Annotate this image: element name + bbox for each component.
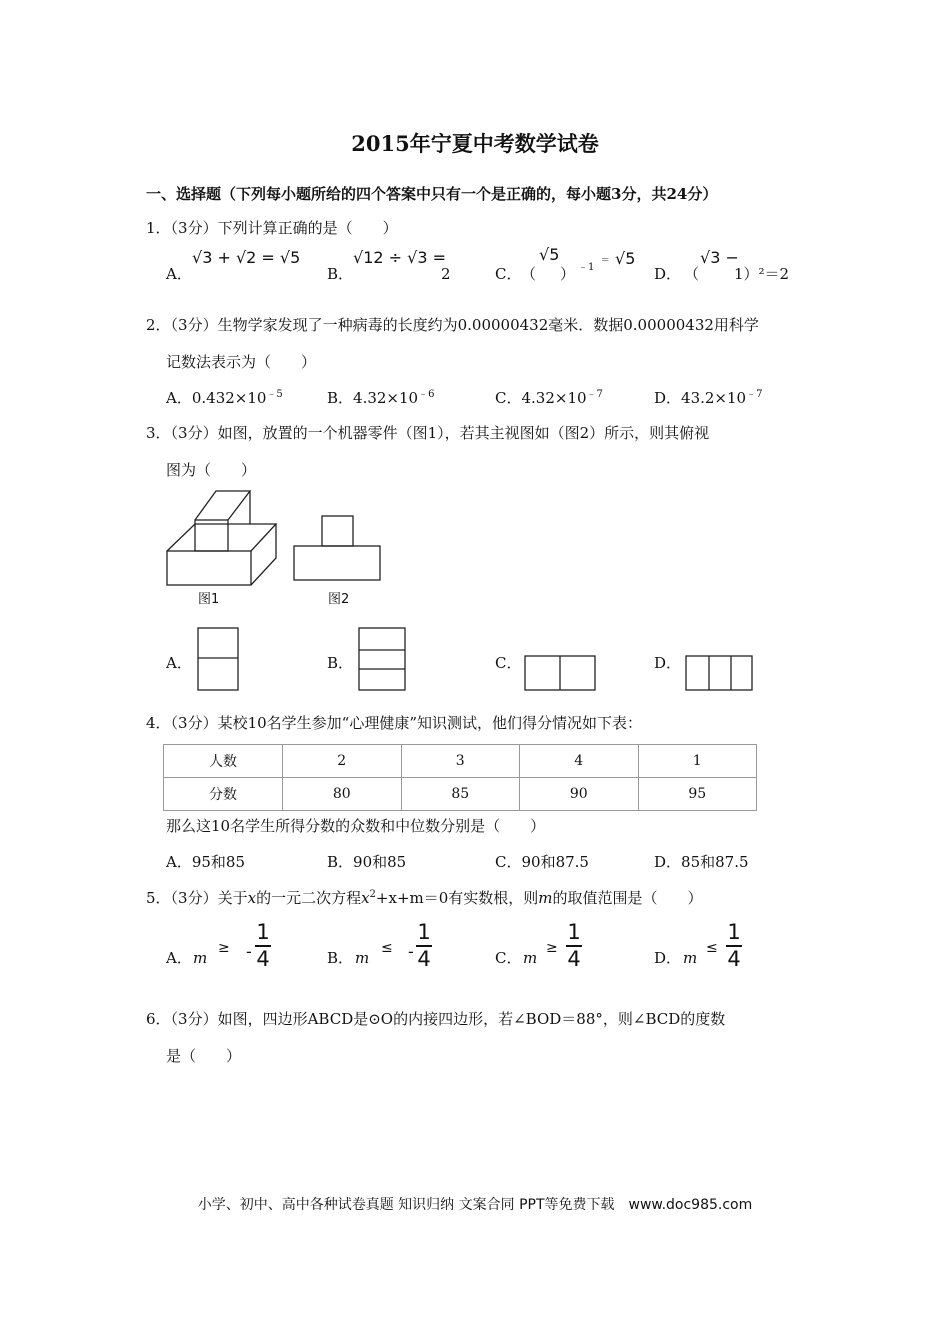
q5-option-c-var: m (523, 949, 538, 967)
q2-option-a: A．$0.432\times 10^{﹣5}$ (166, 389, 283, 407)
q5-option-a-relation: ≥ (218, 940, 230, 956)
q3-option-b-label: B． (327, 654, 354, 672)
q3-option-a-figure (196, 626, 240, 692)
q5-option-b-var: m (355, 949, 370, 967)
q1-option-a-label: A． (166, 265, 192, 283)
q1-option-d-open: （ (684, 265, 700, 283)
q3-figure2-label: 图2 (328, 592, 350, 607)
q1-option-d-tail: 1）²＝2 (734, 265, 790, 283)
table-cell: 1 (638, 745, 757, 778)
q2-option-c: C．$4.32\times 10^{﹣7}$ (495, 389, 603, 407)
table-cell: 2 (283, 745, 402, 778)
q5-option-b-relation: ≤ (381, 940, 393, 956)
q3-option-b-figure (357, 626, 407, 692)
q3-figure1 (160, 488, 285, 588)
q5-option-d-label: D． (654, 949, 682, 967)
q1-option-b-tail: 2 (441, 265, 451, 283)
q5-option-d-relation: ≤ (706, 940, 718, 956)
q1-option-b-label: B． (327, 265, 354, 283)
q2-option-b: B．$4.32\times 10^{﹣6}$ (327, 389, 435, 407)
q1-option-c-open: （ (521, 265, 537, 283)
table-row (164, 745, 757, 778)
q1-option-d-label: D． (654, 265, 682, 283)
q5-option-a-fraction: 1 4 (256, 920, 270, 971)
q6-stem-line1: 6．（3分）如图，四边形ABCD是⊙O的内接四边形，若∠BOD＝88°，则∠BCD的度数 (146, 1010, 726, 1028)
q3-option-d-figure (684, 654, 754, 692)
q6-stem-line2: 是（ ） (166, 1047, 242, 1065)
score-table (163, 744, 757, 811)
q2-stem-line1: 2．（3分）生物学家发现了一种病毒的长度约为0.00000432毫米．数据0.00000432用科学 (146, 316, 759, 334)
q5-option-b-sign: - (408, 942, 414, 961)
section-heading: 一、选择题（下列每小题所给的四个答案中只有一个是正确的，每小题3分，共24分） (146, 185, 718, 203)
table-cell: 85 (401, 778, 520, 811)
table-cell: 3 (401, 745, 520, 778)
q1-option-c-exponent: ﹣1 (578, 262, 595, 273)
q4-option-b: B．90和85 (327, 853, 407, 871)
q5-option-a-var: m (193, 949, 208, 967)
table-cell: 人数 (164, 745, 283, 778)
table-cell: 4 (520, 745, 639, 778)
table-cell: 90 (520, 778, 639, 811)
q4-option-c: C．90和87.5 (495, 853, 589, 871)
q5-option-c-label: C． (495, 949, 522, 967)
q5-stem: 5．（3分）关于x的一元二次方程$x^2+x+m=0$有实数根，则m的取值范围是（ ） (146, 889, 703, 907)
q5-option-b-fraction: 1 4 (417, 920, 431, 971)
q1-option-c-rhs: √5 (615, 249, 636, 268)
q1-option-b-expr: √12 ÷ √3 = (353, 248, 446, 267)
q1-option-c-close: ） (560, 265, 576, 283)
q3-option-d-label: D． (654, 654, 682, 672)
q1-option-c-label: C． (495, 265, 522, 283)
q2-option-d: D．$43.2\times 10^{﹣7}$ (654, 389, 763, 407)
q5-option-b-label: B． (327, 949, 354, 967)
q5-option-d-var: m (683, 949, 698, 967)
q2-stem-line2: 记数法表示为（ ） (166, 353, 317, 371)
q5-option-c-fraction: 1 4 (567, 920, 581, 971)
q1-option-c-root: √5 (539, 245, 560, 264)
q5-option-c-relation: ≥ (546, 940, 558, 956)
q3-stem-line1: 3．（3分）如图，放置的一个机器零件（图1），若其主视图如（图2）所示，则其俯视 (146, 424, 710, 442)
table-row (164, 778, 757, 811)
table-cell: 80 (283, 778, 402, 811)
table-cell: 分数 (164, 778, 283, 811)
q3-figure1-label: 图1 (198, 592, 220, 607)
q3-option-c-figure (523, 654, 597, 692)
q3-stem-line2: 图为（ ） (166, 461, 257, 479)
q4-option-d: D．85和87.5 (654, 853, 749, 871)
q5-option-a-sign: - (246, 942, 252, 961)
q1-option-a-expr: √3 + √2 = √5 (192, 248, 301, 267)
table-cell: 95 (638, 778, 757, 811)
q4-stem: 4．（3分）某校10名学生参加“心理健康”知识测试，他们得分情况如下表： (146, 714, 643, 732)
q3-option-c-label: C． (495, 654, 522, 672)
q5-option-d-fraction: 1 4 (727, 920, 741, 971)
q1-stem: 1．（3分）下列计算正确的是（ ） (146, 219, 398, 237)
q3-figure2 (292, 514, 382, 584)
q5-option-a-label: A． (166, 949, 192, 967)
q4-followup: 那么这10名学生所得分数的众数和中位数分别是（ ） (166, 817, 546, 835)
q4-option-a: A．95和85 (166, 853, 246, 871)
page-footer: 小学、初中、高中各种试卷真题 知识归纳 文案合同 PPT等免费下载 www.doc985.com (197, 1197, 753, 1213)
page-title: 2015年宁夏中考数学试卷 (351, 131, 599, 156)
q1-option-d-root: √3 − (700, 248, 739, 267)
q1-option-c-equals: = (601, 255, 610, 266)
q3-option-a-label: A． (166, 654, 192, 672)
